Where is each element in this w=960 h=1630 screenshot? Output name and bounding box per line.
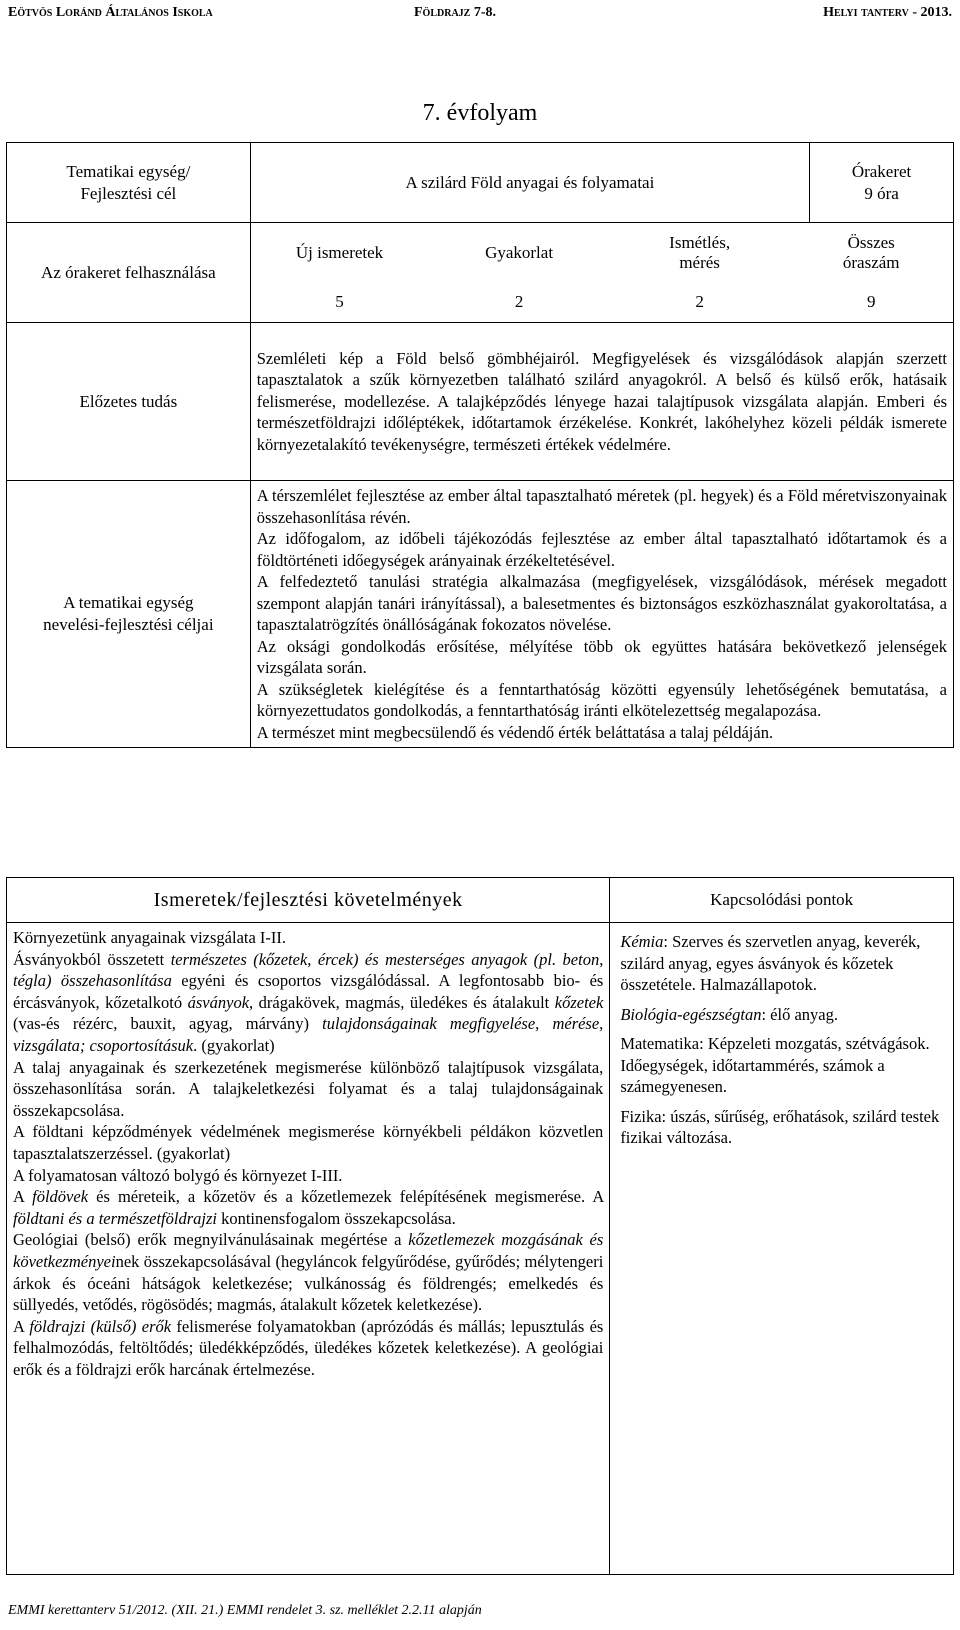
usage-col-total: Összes óraszám	[842, 232, 900, 272]
goal-item: Az időfogalom, az időbeli tájékozódás fejlesztése az ember által tapasztalható időtartamok és a földtörténeti időegységek arányainak érzékeltetésével.	[256, 529, 947, 570]
connection-physics: Fizika: úszás, sűrűség, erőhatások, szilárd testek fizikai változása.	[620, 1106, 940, 1147]
prior-knowledge-label: Előzetes tudás	[7, 323, 251, 481]
subject-name: Földrajz 7-8.	[414, 5, 496, 20]
goal-item: Az oksági gondolkodás erősítése, mélyítése több ok együttes hatására bekövetkező jelenségek vizsgálata során.	[256, 636, 947, 677]
unit-label-line2: Fejlesztési cél	[80, 183, 177, 203]
usage-breakdown	[251, 224, 953, 322]
connections-header: Kapcsolódási pontok	[610, 878, 954, 923]
hours-value: 9 óra	[864, 183, 899, 203]
usage-col-review: Ismétlés, mérés	[669, 232, 731, 272]
req-paragraph: A földtani képződmények védelmének megismerése környékbeli példákon közvetlen tapasztalatszerzéssel. (gyakorlat)	[13, 1122, 604, 1163]
page-header	[0, 5, 960, 25]
connection-biology: Biológia-egészségtan: élő anyag.	[620, 1004, 838, 1024]
goal-item: A szükségletek kielégítése és a fenntarthatóság közötti egyensúly lehetőségének bemutatása, a környezettudatos gondolkodás, a fenntarthatóság iránti elkötelezettség megalapozása.	[256, 679, 947, 720]
req-paragraph: Ásványokból összetett természetes (kőzetek, ércek) és mesterséges anyagok (pl. beton, tégla) összehasonlítása egyéni és csoportos vizsgálódással. A legfontosabb bio- és ércásványok, kőzetalkotó ásványok, drágakövek, magmás, üledékes és átalakult kőzetek (vas-és rézérc, bauxit, agyag, márvány) tulajdonságainak megfigyelése, mérése, vizsgálata; csoportosításuk. (gyakorlat)	[13, 949, 604, 1055]
requirements-text	[7, 923, 610, 1575]
hours-label: Órakeret	[851, 161, 912, 181]
usage-value-practice: 2	[514, 291, 524, 311]
unit-title: A szilárd Föld anyagai és folyamatai	[250, 143, 809, 223]
req-paragraph: Környezetünk anyagainak vizsgálata I-II.	[13, 928, 287, 947]
connections-text	[610, 923, 954, 1575]
page-footer: EMMI kerettanterv 51/2012. (XII. 21.) EMMI rendelet 3. sz. melléklet 2.2.11 alapján	[8, 1603, 482, 1618]
goal-item: A természet mint megbecsülendő és védendő érték beláttatása a talaj példáján.	[256, 722, 774, 742]
curriculum-name: Helyi tanterv - 2013.	[823, 5, 952, 20]
grade-title: 7. évfolyam	[422, 100, 538, 126]
req-paragraph: A folyamatosan változó bolygó és környezet I-III.	[13, 1165, 343, 1185]
usage-value-review: 2	[695, 291, 704, 311]
req-paragraph: A földrajzi (külső) erők felismerése folyamatokban (aprózódás és mállás; lepusztulás és felhalmozódás, feltöltődés; üledékképződés, üledékes kőzetek keletkezése). A geológiai erők és a földrajzi erők harcának értelmezése.	[13, 1316, 604, 1379]
unit-label-cell	[7, 143, 251, 223]
usage-col-practice: Gyakorlat	[485, 242, 554, 262]
unit-table	[6, 142, 954, 748]
goals-text	[250, 481, 953, 748]
goal-item: A térszemlélet fejlesztése az ember által tapasztalható méretek (pl. hegyek) és a Föld méretviszonyainak összehasonlítása révén.	[256, 486, 947, 527]
prior-knowledge-text: Szemléleti kép a Föld belső gömbhéjairól. Megfigyelések és vizsgálódások alapján szerzett tapasztalatok a szűk környezetben található szilárd anyagokról. A belső és külső erők, hatásaik felismerése, modellezése. A talajképződés lényege hazai talajtípusok vizsgálata alapján. Emberi és természetföldrajzi időléptékek, időtartamok érzékelése. Konkrét, lakóhelyhez közeli példák ismerete környezetalakító tevékenységre, természeti értékek védelmére.	[250, 323, 953, 481]
requirements-table	[6, 877, 954, 1575]
req-paragraph: Geológiai (belső) erők megnyilvánulásainak megértése a kőzetlemezek mozgásának és következményeinek összekapcsolásával (hegyláncok felgyűrődése, gyűrődés; mélytengeri árkok és óceáni hátságok keletkezése; vulkánosság és földrengés; emelkedés és süllyedés, vetődés, rögösödés; magmás, átalakult kőzetek keletkezése).	[13, 1230, 604, 1315]
usage-col-new: Új ismeretek	[295, 242, 384, 262]
usage-value-total: 9	[866, 291, 876, 311]
hours-cell	[810, 143, 954, 223]
usage-value-new: 5	[335, 291, 344, 311]
goal-item: A felfedeztető tanulási stratégia alkalmazása (megfigyelések, vizsgálódások, mérések megadott szempont alapján tanári irányítással), a balesetmentes és biztonságos eszközhasználat gyakoroltatása, a tapasztalatrögzítés önállóságának fokozatos növelése.	[256, 572, 947, 634]
connection-math: Matematika: Képzeleti mozgatás, szétvágások. Időegységek, időtartammérés, számok a számegyenesen.	[620, 1034, 930, 1096]
req-paragraph: A földövek és méreteik, a kőzetöv és a kőzetlemezek felépítésének megismerése. A földtani és a természetföldrajzi kontinensfogalom összekapcsolása.	[13, 1187, 604, 1228]
goals-label: A tematikai egység nevelési-fejlesztési céljai	[7, 481, 251, 748]
unit-label-line1: Tematikai egység/	[66, 161, 191, 181]
req-paragraph: A talaj anyagainak és szerkezetének megismerése különböző talajtípusok vizsgálata, összehasonlítása során. A talajkeletkezési folyamat és a talaj tulajdonságainak összekapcsolása.	[13, 1057, 604, 1120]
connection-chemistry: Kémia: Szerves és szervetlen anyag, keverék, szilárd anyag, egyes ásványok és kőzetek összetétele. Halmazállapotok.	[620, 932, 921, 994]
usage-label: Az órakeret felhasználása	[7, 223, 251, 323]
requirements-header: Ismeretek/fejlesztési követelmények	[7, 878, 610, 923]
school-name: Eötvös Loránd Általános Iskola	[8, 5, 213, 20]
usage-cell	[250, 223, 953, 323]
